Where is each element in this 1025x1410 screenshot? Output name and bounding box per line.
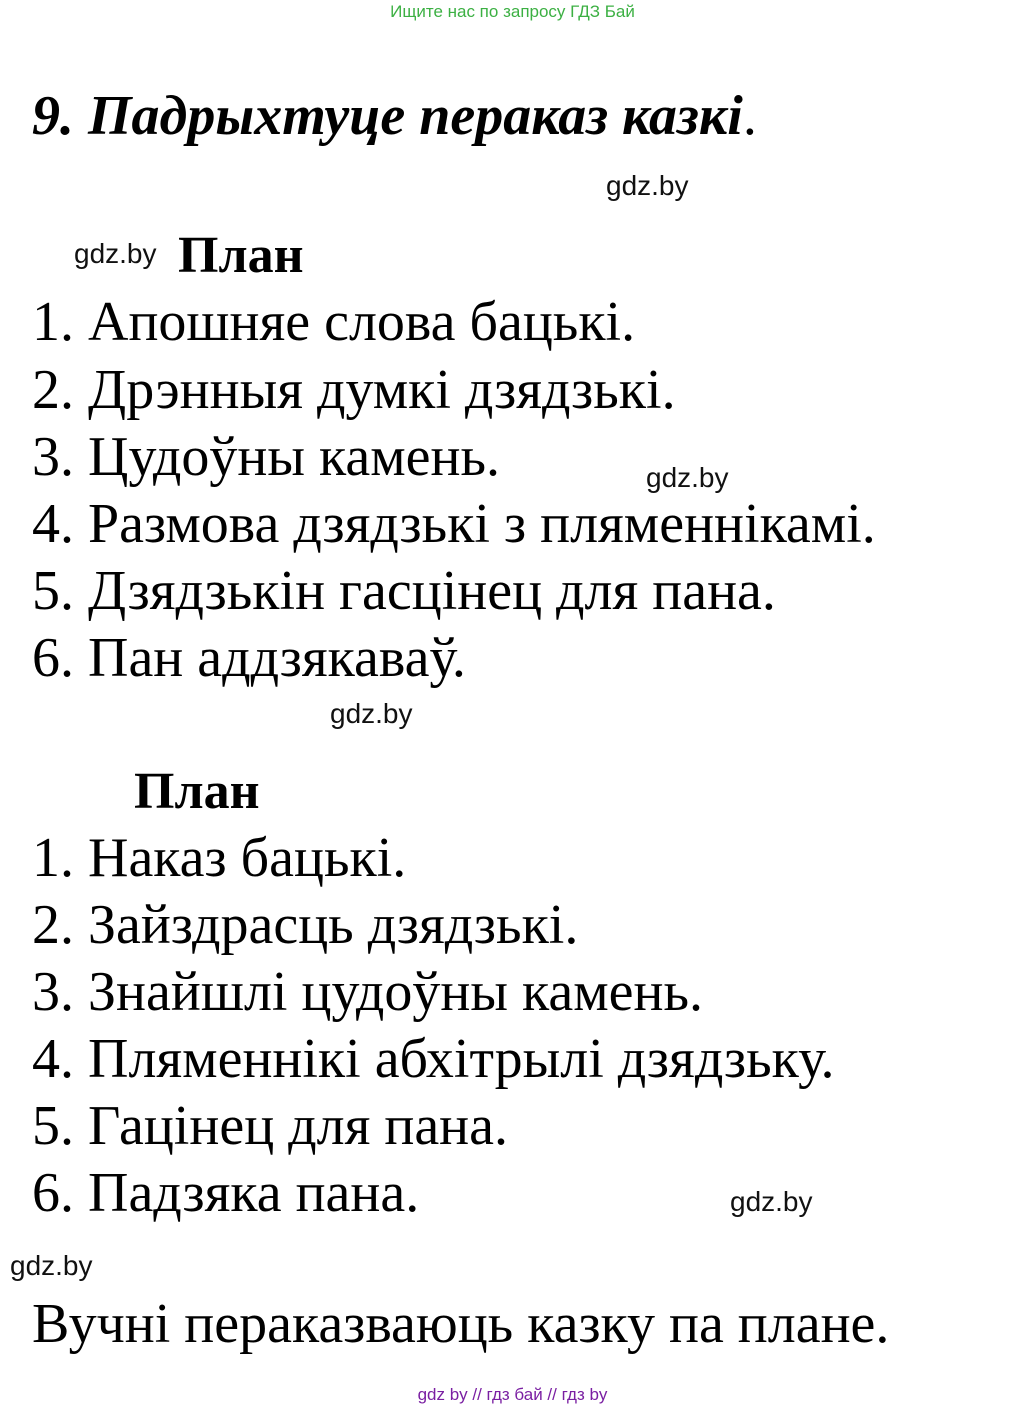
- plan-1-item: 6. Пан аддзякаваў.: [32, 627, 466, 689]
- task-title-text: Падрыхтуце пераказ казкі: [88, 85, 743, 147]
- top-banner-link[interactable]: Ищите нас по запросу ГДЗ Бай: [390, 2, 635, 21]
- watermark: gdz.by: [10, 1250, 93, 1281]
- conclusion-text: Вучні пераказваюць казку па плане.: [32, 1293, 890, 1355]
- watermark: gdz.by: [606, 170, 689, 201]
- task-title-dot: .: [742, 85, 757, 147]
- plan-1-item: 3. Цудоўны камень.: [32, 426, 501, 488]
- plan-1-item: 2. Дрэнныя думкі дзядзькі.: [32, 359, 676, 421]
- plan-2-item: 4. Пляменнікі абхітрылі дзядзьку.: [32, 1028, 835, 1090]
- watermark: gdz.by: [646, 462, 729, 493]
- watermark: gdz.by: [730, 1186, 813, 1217]
- plan-1-item: 1. Апошняе слова бацькі.: [32, 291, 636, 353]
- watermark: gdz.by: [330, 698, 413, 729]
- plan-2-item: 2. Зайздрасць дзядзькі.: [32, 894, 579, 956]
- plan-2-item: 6. Падзяка пана.: [32, 1162, 420, 1224]
- plan-2-heading: План: [134, 763, 260, 820]
- plan-2-item: 1. Наказ бацькі.: [32, 827, 407, 889]
- plan-1-item: 4. Размова дзядзькі з пляменнікамі.: [32, 493, 876, 555]
- plan-1-item: 5. Дзядзькін гасцінец для пана.: [32, 560, 776, 622]
- task-number: 9.: [32, 85, 74, 147]
- plan-2-item: 5. Гацінец для пана.: [32, 1095, 508, 1157]
- watermark: gdz.by: [74, 238, 157, 269]
- plan-1-heading: План: [178, 227, 304, 284]
- task-title: [32, 84, 757, 148]
- footer-links[interactable]: gdz by // гдз бай // гдз by: [417, 1385, 608, 1404]
- plan-2-item: 3. Знайшлі цудоўны камень.: [32, 961, 704, 1023]
